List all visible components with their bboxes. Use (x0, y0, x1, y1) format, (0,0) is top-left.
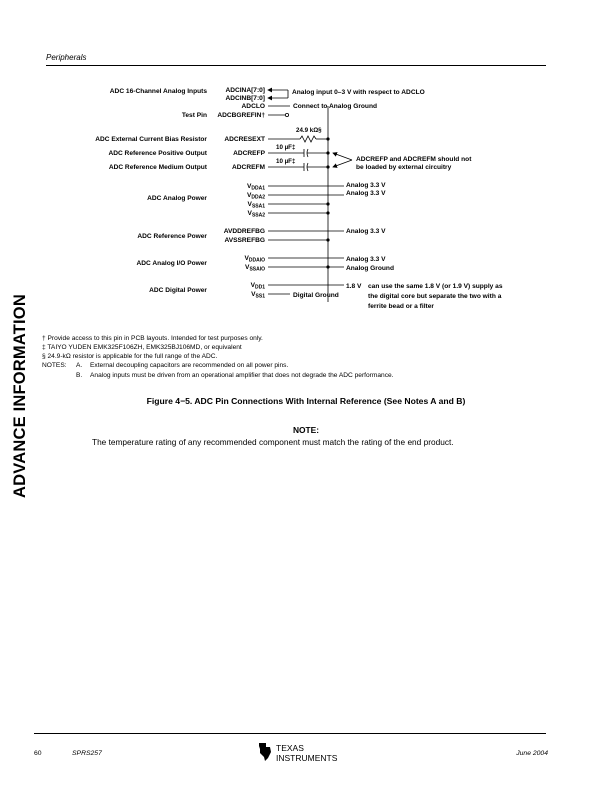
analog-ground-io: Analog Ground (346, 265, 394, 272)
page-number: 60 (34, 750, 42, 757)
group-ref-power: ADC Reference Power (137, 233, 207, 240)
pin-avddrefbg: AVDDREFBG (223, 228, 265, 235)
pin-vdda2: $V_{DDA2}$ (246, 192, 265, 201)
capacitor-label-2: 10 µF‡ (276, 158, 296, 165)
group-ext-bias: ADC External Current Bias Resistor (95, 136, 207, 143)
capacitor-label-1: 10 µF‡ (276, 144, 296, 151)
logo-instruments: INSTRUMENTS (276, 753, 338, 763)
pin-adcina: ADCINA[7:0] (225, 87, 265, 94)
pin-avssrefbg: AVSSREFBG (224, 237, 265, 244)
note-body: The temperature rating of any recommended component must match the rating of the end product. (92, 437, 454, 447)
notes-label: NOTES: (42, 362, 67, 369)
footnote-double-dagger: ‡ TAIYO YUDEN EMK325F106ZH, EMK325BJ106MD, or equivalent (42, 344, 242, 351)
digital-note-line3: ferrite bead or a filter (368, 303, 434, 310)
publication-date: June 2004 (516, 750, 548, 757)
ti-logo (256, 740, 346, 769)
analog-33-a: Analog 3.3 V (346, 182, 386, 189)
group-digital-power: ADC Digital Power (149, 287, 207, 294)
ref-note-line2: be loaded by external circuitry (356, 164, 452, 171)
group-analog-power: ADC Analog Power (147, 195, 207, 202)
doc-id: SPRS257 (72, 750, 102, 757)
note-b-text: Analog inputs must be driven from an operational amplifier that does not degrade the ADC performance. (90, 372, 394, 379)
advance-information-label: ADVANCE INFORMATION (11, 294, 29, 498)
pin-vss1: $V_{SS1}$ (251, 291, 265, 300)
pin-vssaio: $V_{SSAIO}$ (245, 264, 265, 273)
digital-note-line1: can use the same 1.8 V (or 1.9 V) supply as (368, 283, 503, 290)
note-heading: NOTE: (292, 425, 320, 435)
figure-caption: Figure 4−5. ADC Pin Connections With Internal Reference (See Notes A and B) (146, 396, 466, 406)
pin-vssa1: $V_{SSA1}$ (247, 201, 265, 210)
texas-instruments-logo-icon (256, 740, 346, 764)
analog-input-range-text: Analog input 0–3 V with respect to ADCLO (292, 89, 425, 96)
footnote-dagger: † Provide access to this pin in PCB layouts. Intended for test purposes only. (42, 335, 263, 342)
analog-33-io: Analog 3.3 V (346, 256, 386, 263)
pin-vddaio: $V_{DDAIO}$ (244, 255, 265, 264)
digital-ground-text: Digital Ground (293, 292, 339, 299)
footnote-section: § 24.9-kΩ resistor is applicable for the full range of the ADC. (42, 353, 218, 360)
group-test-pin: Test Pin (181, 112, 207, 119)
adc-pin-diagram (0, 0, 612, 330)
pin-adcbgrefin: ADCBGREFIN† (217, 112, 265, 119)
footer-rule (34, 733, 546, 734)
pin-adcresext: ADCRESEXT (224, 136, 265, 143)
analog-33-b: Analog 3.3 V (346, 190, 386, 197)
connect-ground-text: Connect to Analog Ground (293, 103, 377, 110)
pin-adclo: ADCLO (241, 103, 265, 110)
pin-vdd1: $V_{DD1}$ (250, 282, 265, 291)
note-a-text: External decoupling capacitors are recommended on all power pins. (90, 362, 289, 369)
group-ref-pos: ADC Reference Positive Output (108, 150, 207, 157)
digital-18v-text: 1.8 V (346, 283, 362, 290)
logo-texas: TEXAS (276, 743, 304, 753)
group-io-power: ADC Analog I/O Power (136, 260, 207, 267)
ref-note-line1: ADCREFP and ADCREFM should not (356, 156, 472, 163)
pin-vdda1: $V_{DDA1}$ (246, 183, 265, 192)
pin-vssa2: $V_{SSA2}$ (247, 210, 265, 219)
pin-adcrefp: ADCREFP (233, 150, 265, 157)
pin-adcinb: ADCINB[7:0] (225, 95, 265, 102)
group-ref-med: ADC Reference Medium Output (108, 164, 207, 171)
pin-adcrefm: ADCREFM (232, 164, 265, 171)
note-a-label: A. (76, 362, 83, 369)
analog-33-ref: Analog 3.3 V (346, 228, 386, 235)
resistor-label: 24.9 kΩ§ (296, 127, 322, 134)
running-header: Peripherals (46, 53, 87, 62)
group-analog-inputs: ADC 16-Channel Analog Inputs (109, 88, 207, 95)
note-b-label: B. (76, 372, 83, 379)
digital-note-line2: the digital core but separate the two with a (368, 293, 502, 300)
